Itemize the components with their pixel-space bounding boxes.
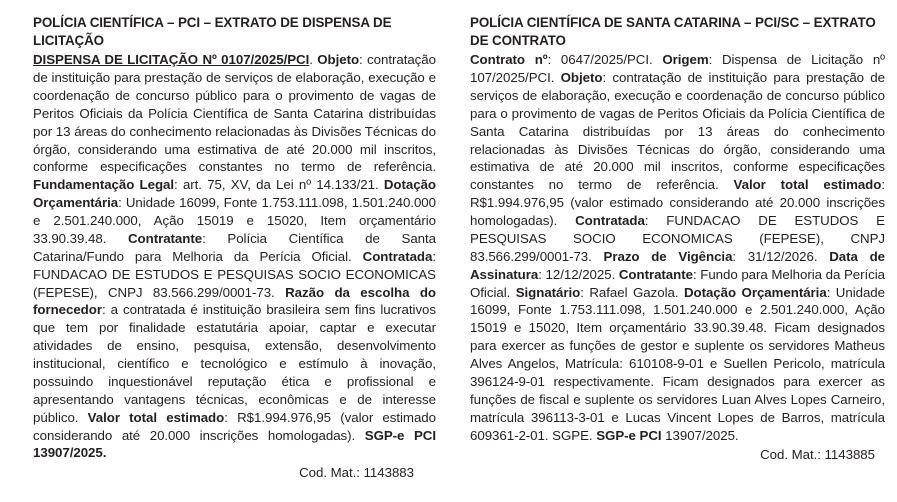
notice-field-value: : FUNDACAO DE ESTUDOS E PESQUISAS SOCIO ECONOMICAS (FEPESE), CNPJ 83.566.299/0001-73. <box>33 248 436 300</box>
notice-field-label: Contrato nº <box>470 52 548 68</box>
notice-field-label: Signatário <box>515 284 581 300</box>
notice-field-label: Origem <box>662 52 709 68</box>
notice-field-label: Valor total estimado <box>733 177 882 193</box>
notice-field-label: SGP-e PCI 13907/2025. <box>33 427 436 461</box>
notice-field-label: Contratada <box>575 213 645 229</box>
notice-lead-label: DISPENSA DE LICITAÇÃO Nº 0107/2025/PCI <box>33 52 310 68</box>
notice-field-value: : 12/12/2025. <box>538 266 619 282</box>
notice-field-label: Objeto <box>317 52 360 68</box>
notice-field-label: Data de Assinatura <box>470 248 886 282</box>
notice-field-label: Objeto <box>560 70 603 86</box>
notice-field-label: Contratante <box>618 266 693 282</box>
right-notice-heading: POLÍCIA CIENTÍFICA DE SANTA CATARINA – PCI/SC – EXTRATO DE CONTRATO <box>470 15 876 49</box>
notice-field-label: Dotação Orçamentária <box>683 284 827 300</box>
left-notice-body <box>33 51 436 462</box>
notice-field-value: : Polícia Científica de Santa Catarina/Fundo para Melhoria da Perícia Oficial. <box>33 230 437 264</box>
left-notice-heading: POLÍCIA CIENTÍFICA – PCI – EXTRATO DE DISPENSA DE LICITAÇÃO <box>33 15 392 49</box>
notice-field-label: Contratante <box>128 230 203 246</box>
notice-field-label: SGP-e PCI <box>596 427 662 443</box>
notice-field-value: : Unidade 16099, Fonte 1.753.111.098, 1.501.240.000 e 2.501.240.000, Ação 15019 e 15020, Item orçamentário 33.90.39.48. Ficam designados para exercer as funções de gestor e suplente os servidores Matheus Alves Angelos, Matrícula: 610108-9-01 e Suellen Pericolo, matrícula 396124-9-01 respectivamente. Ficam designados para exercer as funções de fiscal e suplente os servidores Luan Alves Lopes Carneiro, matrícula 396113-3-01 e Lucas Vincent Lopes de Barros, matrícula 609361-2-01. SGPE. <box>470 284 885 443</box>
right-notice-body <box>470 51 885 444</box>
left-cod-mat: Cod. Mat.: 1143883 <box>299 465 414 481</box>
right-column <box>470 14 897 502</box>
notice-field-value: 13907/2025. <box>661 427 739 443</box>
notice-field-value: : 31/12/2026. <box>732 248 830 264</box>
notice-field-value: : Dispensa de Licitação nº 107/2025/PCI. <box>470 52 885 86</box>
notice-field-value: : 0647/2025/PCI. <box>547 52 663 68</box>
notice-field-value: : contratação de instituição para prestação de serviços de elaboração, execução e coordenação de concurso público para o provimento de vagas de Peritos Oficiais da Polícia Científica de Santa Catarina distribuídas por 13 áreas do conhecimento relacionadas às Divisões Técnicas do órgão, considerando uma estimativa de até 20.000 mil inscritos, conforme especificações constantes no termo de referência. <box>33 52 436 175</box>
notice-field-label: Fundamentação Legal <box>33 177 175 193</box>
notice-field-value: : FUNDACAO DE ESTUDOS E PESQUISAS SOCIO ECONOMICAS (FEPESE), CNPJ 83.566.299/0001-73. <box>470 213 885 264</box>
notice-field-value: . <box>309 52 318 68</box>
notice-field-value: : Fundo para Melhoria da Perícia Oficial. <box>470 266 886 300</box>
right-cod-mat: Cod. Mat.: 1143885 <box>760 447 875 463</box>
notice-field-value: : art. 75, XV, da Lei nº 14.133/21. <box>174 177 384 193</box>
column-divider-gap <box>440 14 470 502</box>
notice-field-value: : contratação de instituição para prestação de serviços de elaboração, execução e coordenação de concurso público para o provimento de vagas de Peritos Oficiais da Polícia Científica de Santa Catarina distribuídas por 13 áreas do conhecimento relacionadas às Divisões Técnicas do órgão, considerando uma estimativa de até 20.000 mil inscritos, conforme especificações constantes no termo de referência. <box>470 70 885 193</box>
notice-field-value: : a contratada é instituição brasileira sem fins lucrativos que tem por finalidade estatutária apoiar, captar e executar atividades de ensino, pesquisa, extensão, desenvolvimento institucional, científico e tecnológico e estímulo à inovação, possuindo inquestionável reputação ética e profissional e apresentando vantagens técnicas, econômicas e de interesse público. <box>33 302 436 425</box>
notice-field-value: : R$1.994.976,95 (valor estimado considerando até 20.000 inscrições homologadas). <box>33 409 436 443</box>
notice-extrato-contrato <box>470 14 885 464</box>
left-column <box>0 14 440 502</box>
notice-field-label: Dotação Orçamentária <box>33 177 436 211</box>
notice-field-label: Valor total estimado <box>87 409 225 425</box>
notice-field-value: : Unidade 16099, Fonte 1.753.111.098, 1.501.240.000 e 2.501.240.000, Ação 15019 e 15020, Item orçamentário 33.90.39.48. <box>33 195 436 246</box>
notice-field-label: Razão da escolha do fornecedor <box>33 284 437 318</box>
notice-field-value: : Rafael Gazola. <box>580 284 684 300</box>
notice-extrato-dispensa <box>33 14 436 482</box>
notice-field-label: Prazo de Vigência <box>603 248 733 264</box>
notice-field-label: Contratada <box>362 248 433 264</box>
notice-field-value: : R$1.994.976,95 (valor estimado considerando até 20.000 inscrições homologadas). <box>470 177 885 229</box>
